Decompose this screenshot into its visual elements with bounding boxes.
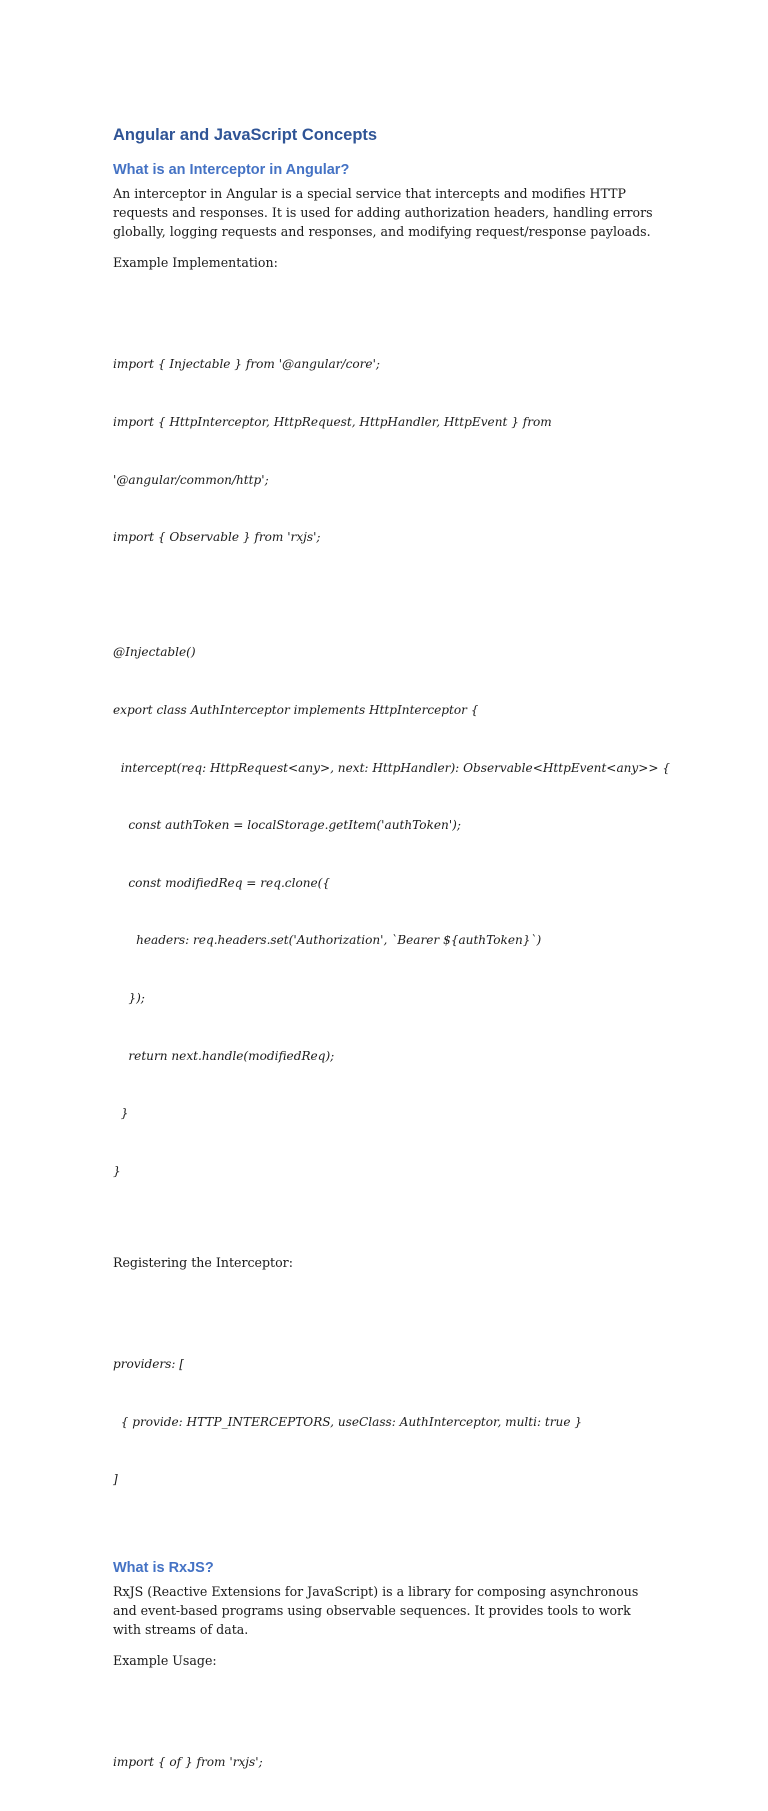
code-line: headers: req.headers.set('Authorization', `Bearer ${authToken}`): [113, 933, 542, 948]
code-line: intercept(req: HttpRequest<any>, next: HttpHandler): Observable<HttpEvent<any>> {: [113, 760, 671, 775]
spacer: [113, 1682, 658, 1715]
spacer: [113, 284, 658, 317]
interceptor-code-block: [113, 317, 671, 1220]
example-implementation-label: Example Implementation:: [113, 255, 278, 270]
code-line: export class AuthInterceptor implements HttpInterceptor {: [113, 703, 479, 718]
code-line: }: [113, 1163, 121, 1178]
document-content: [113, 124, 671, 1811]
registering-label: Registering the Interceptor:: [113, 1254, 293, 1270]
code-line: const modifiedReq = req.clone({: [113, 875, 331, 890]
code-line: { provide: HTTP_INTERCEPTORS, useClass: AuthInterceptor, multi: true }: [113, 1414, 583, 1429]
register-code-block: [113, 1317, 658, 1528]
code-line: import { HttpInterceptor, HttpRequest, HttpHandler, HttpEvent } from: [113, 415, 552, 430]
rxjs-paragraph: RxJS (Reactive Extensions for JavaScript) is a library for composing asynchronous and event-based programs using observable sequences. It provides tools to work with streams of data.: [113, 1583, 639, 1637]
code-line: });: [113, 991, 145, 1006]
code-line: [113, 586, 658, 605]
spacer: [113, 1284, 658, 1317]
interceptor-heading: What is an Interceptor in Angular?: [113, 162, 350, 178]
code-line: @Injectable(): [113, 645, 196, 660]
document-title: Angular and JavaScript Concepts: [113, 126, 378, 144]
rxjs-heading: What is RxJS?: [113, 1559, 214, 1576]
spacer: [113, 1220, 658, 1253]
spacer: [113, 1528, 658, 1558]
code-line: import { of } from 'rxjs';: [113, 1755, 263, 1770]
rxjs-code-block: [113, 1715, 658, 1811]
code-line: import { Observable } from 'rxjs';: [113, 530, 321, 545]
interceptor-paragraph: An interceptor in Angular is a special service that intercepts and modifies HTTP requests and responses. It is used for adding authorization headers, handling errors globally, logging requests and responses, and modifying request/response payloads.: [113, 186, 653, 239]
code-line: providers: [: [113, 1356, 185, 1371]
code-line: }: [113, 1106, 129, 1121]
code-line: return next.handle(modifiedReq);: [113, 1048, 335, 1063]
code-line: import { Injectable } from '@angular/core';: [113, 357, 380, 372]
code-line: ]: [113, 1472, 118, 1487]
code-line: '@angular/common/http';: [113, 472, 269, 487]
code-line: const authToken = localStorage.getItem('authToken');: [113, 818, 461, 833]
example-usage-label: Example Usage:: [113, 1652, 217, 1668]
